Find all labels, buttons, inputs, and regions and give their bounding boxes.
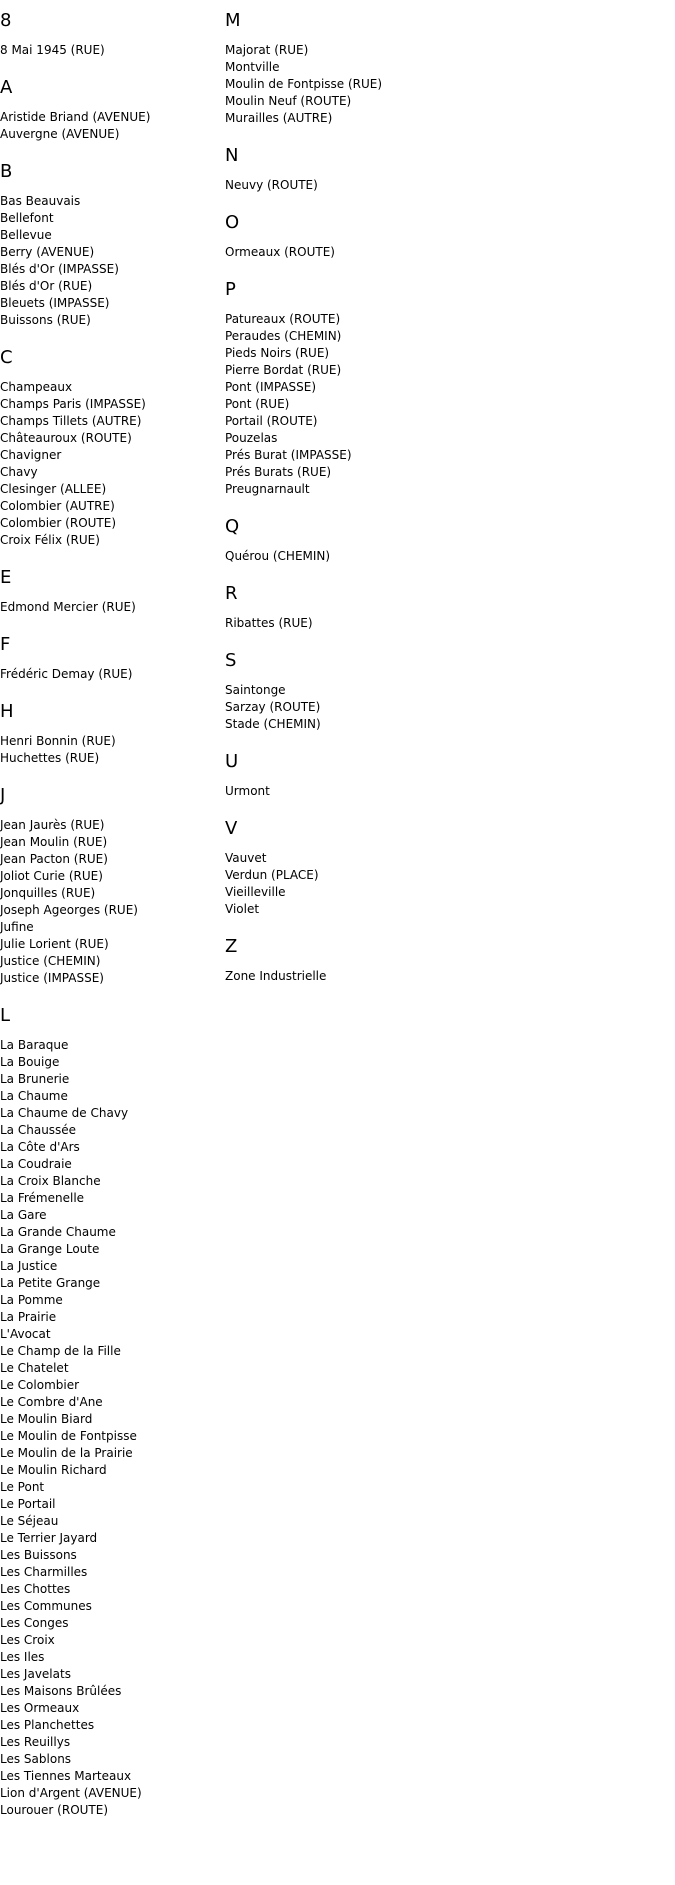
street-link[interactable]: Chavigner [0, 448, 62, 462]
street-link[interactable]: Majorat (RUE) [225, 43, 309, 57]
street-list [225, 177, 675, 194]
street-list [0, 817, 224, 987]
street-link[interactable]: Les Javelats [0, 1667, 71, 1681]
street-link[interactable]: La Prairie [0, 1310, 57, 1324]
letter-section [0, 77, 224, 143]
section-letter-heading: N [225, 145, 239, 166]
street-link[interactable]: Moulin Neuf (ROUTE) [225, 94, 352, 108]
street-link[interactable]: Preugnarnault [225, 482, 310, 496]
section-letter-heading: F [0, 634, 11, 655]
street-link[interactable]: Colombier (ROUTE) [0, 516, 117, 530]
street-link[interactable]: Ormeaux (ROUTE) [225, 245, 335, 259]
street-link[interactable]: La Chaume de Chavy [0, 1106, 129, 1120]
street-link[interactable]: Les Communes [0, 1599, 92, 1613]
letter-section [0, 1005, 224, 1819]
section-letter-heading: S [225, 650, 237, 671]
street-link[interactable]: Violet [225, 902, 260, 916]
section-letter-heading: H [0, 701, 14, 722]
street-link[interactable]: Le Chatelet [0, 1361, 69, 1375]
letter-section [0, 161, 224, 329]
street-link[interactable]: Bleuets (IMPASSE) [0, 296, 110, 310]
section-letter-heading: R [225, 583, 238, 604]
street-link[interactable]: La Bouige [0, 1055, 60, 1069]
street-link[interactable]: Les Iles [0, 1650, 45, 1664]
street-link[interactable]: La Gare [0, 1208, 47, 1222]
street-link[interactable]: Joliot Curie (RUE) [0, 869, 103, 883]
section-letter-heading: Q [225, 516, 240, 537]
street-list [225, 968, 675, 985]
street-list [0, 666, 224, 683]
section-letter-heading: Z [225, 936, 238, 957]
letter-section [0, 347, 224, 549]
section-letter-heading: O [225, 212, 240, 233]
street-link[interactable]: Champeaux [0, 380, 73, 394]
street-link[interactable]: La Grande Chaume [0, 1225, 116, 1239]
street-link[interactable]: Blés d'Or (RUE) [0, 279, 93, 293]
street-list [225, 682, 675, 733]
street-link[interactable]: Les Sablons [0, 1752, 72, 1766]
street-link[interactable]: Montville [225, 60, 280, 74]
street-list [0, 193, 224, 329]
street-link[interactable]: Pouzelas [225, 431, 278, 445]
street-link[interactable]: Pont (RUE) [225, 397, 290, 411]
street-index-right-column [225, 0, 675, 1003]
letter-section [0, 10, 224, 59]
street-list [225, 850, 675, 918]
street-link[interactable]: Auvergne (AVENUE) [0, 127, 120, 141]
street-list [0, 42, 224, 59]
street-link[interactable]: Le Séjeau [0, 1514, 59, 1528]
street-link[interactable]: Les Tiennes Marteaux [0, 1769, 132, 1783]
section-letter-heading: 8 [0, 10, 12, 31]
street-link[interactable]: Le Moulin Biard [0, 1412, 93, 1426]
street-link[interactable]: Le Champ de la Fille [0, 1344, 121, 1358]
street-link[interactable]: Jonquilles (RUE) [0, 886, 96, 900]
street-link[interactable]: Buissons (RUE) [0, 313, 91, 327]
street-link[interactable]: Stade (CHEMIN) [225, 717, 321, 731]
street-link[interactable]: Neuvy (ROUTE) [225, 178, 318, 192]
street-link[interactable]: Les Buissons [0, 1548, 77, 1562]
street-link[interactable]: Bellefont [0, 211, 54, 225]
letter-section [225, 936, 675, 985]
section-letter-heading: P [225, 279, 236, 300]
letter-section [225, 818, 675, 918]
letter-section [225, 10, 675, 127]
street-link[interactable]: La Brunerie [0, 1072, 70, 1086]
street-list [0, 1037, 224, 1819]
street-index-left-column [0, 0, 224, 1837]
street-list [225, 615, 675, 632]
street-link[interactable]: Jean Pacton (RUE) [0, 852, 108, 866]
street-link[interactable]: Champs Paris (IMPASSE) [0, 397, 146, 411]
street-link[interactable]: Clesinger (ALLEE) [0, 482, 107, 496]
street-link[interactable]: La Croix Blanche [0, 1174, 101, 1188]
letter-section [225, 279, 675, 498]
street-link[interactable]: Justice (CHEMIN) [0, 954, 101, 968]
street-link[interactable]: La Chaussée [0, 1123, 77, 1137]
street-list [225, 783, 675, 800]
street-link[interactable]: Blés d'Or (IMPASSE) [0, 262, 119, 276]
street-link[interactable]: Les Planchettes [0, 1718, 95, 1732]
street-link[interactable]: Le Portail [0, 1497, 56, 1511]
street-list [225, 311, 675, 498]
letter-section [0, 785, 224, 987]
street-link[interactable]: Les Ormeaux [0, 1701, 80, 1715]
street-link[interactable]: Le Colombier [0, 1378, 80, 1392]
street-link[interactable]: La Grange Loute [0, 1242, 100, 1256]
letter-section [0, 701, 224, 767]
section-letter-heading: L [0, 1005, 11, 1026]
street-link[interactable]: Vauvet [225, 851, 267, 865]
letter-section [225, 145, 675, 194]
street-link[interactable]: Le Terrier Jayard [0, 1531, 98, 1545]
street-list [225, 42, 675, 127]
street-link[interactable]: Moulin de Fontpisse (RUE) [225, 77, 383, 91]
street-link[interactable]: Le Moulin Richard [0, 1463, 107, 1477]
street-link[interactable]: Zone Industrielle [225, 969, 327, 983]
street-link[interactable]: Les Conges [0, 1616, 69, 1630]
street-link[interactable]: La Frémenelle [0, 1191, 85, 1205]
letter-section [225, 212, 675, 261]
street-link[interactable]: Les Charmilles [0, 1565, 88, 1579]
street-link[interactable]: La Chaume [0, 1089, 68, 1103]
street-link[interactable]: Verdun (PLACE) [225, 868, 319, 882]
street-list [0, 109, 224, 143]
street-list [225, 548, 675, 565]
street-link[interactable]: Portail (ROUTE) [225, 414, 318, 428]
street-link[interactable]: Joseph Ageorges (RUE) [0, 903, 138, 917]
section-letter-heading: U [225, 751, 239, 772]
street-link[interactable]: Jean Jaurès (RUE) [0, 818, 105, 832]
street-link[interactable]: La Baraque [0, 1038, 69, 1052]
street-link[interactable]: Frédéric Demay (RUE) [0, 667, 133, 681]
street-link[interactable]: Chavy [0, 465, 38, 479]
street-list [0, 599, 224, 616]
street-link[interactable]: Pont (IMPASSE) [225, 380, 317, 394]
street-link[interactable]: Henri Bonnin (RUE) [0, 734, 116, 748]
street-link[interactable]: La Petite Grange [0, 1276, 101, 1290]
street-link[interactable]: Lion d'Argent (AVENUE) [0, 1786, 142, 1800]
street-link[interactable]: Sarzay (ROUTE) [225, 700, 321, 714]
street-link[interactable]: Julie Lorient (RUE) [0, 937, 109, 951]
street-link[interactable]: Edmond Mercier (RUE) [0, 600, 136, 614]
letter-section [0, 567, 224, 616]
street-link[interactable]: Berry (AVENUE) [0, 245, 95, 259]
street-link[interactable]: Jufine [0, 920, 34, 934]
street-link[interactable]: Le Moulin de Fontpisse [0, 1429, 137, 1443]
street-link[interactable]: Justice (IMPASSE) [0, 971, 104, 985]
street-link[interactable]: Croix Félix (RUE) [0, 533, 100, 547]
street-link[interactable]: Les Maisons Brûlées [0, 1684, 122, 1698]
street-link[interactable]: Prés Burats (RUE) [225, 465, 332, 479]
street-link[interactable]: Les Reuillys [0, 1735, 71, 1749]
street-link[interactable]: Patureaux (ROUTE) [225, 312, 341, 326]
street-list [0, 379, 224, 549]
street-link[interactable]: Le Combre d'Ane [0, 1395, 103, 1409]
street-link[interactable]: Peraudes (CHEMIN) [225, 329, 342, 343]
street-link[interactable]: Pierre Bordat (RUE) [225, 363, 342, 377]
section-letter-heading: B [0, 161, 13, 182]
street-link[interactable]: La Pomme [0, 1293, 63, 1307]
street-link[interactable]: La Côte d'Ars [0, 1140, 80, 1154]
street-link[interactable]: Huchettes (RUE) [0, 751, 100, 765]
street-link[interactable]: Les Croix [0, 1633, 55, 1647]
street-link[interactable]: La Justice [0, 1259, 58, 1273]
section-letter-heading: M [225, 10, 241, 31]
street-link[interactable]: Le Pont [0, 1480, 45, 1494]
street-link[interactable]: Les Chottes [0, 1582, 71, 1596]
street-link[interactable]: Lourouer (ROUTE) [0, 1803, 109, 1817]
street-link[interactable]: Bellevue [0, 228, 52, 242]
street-link[interactable]: Urmont [225, 784, 270, 798]
street-link[interactable]: Aristide Briand (AVENUE) [0, 110, 151, 124]
letter-section [0, 634, 224, 683]
street-link[interactable]: 8 Mai 1945 (RUE) [0, 43, 105, 57]
street-link[interactable]: Pieds Noirs (RUE) [225, 346, 330, 360]
street-link[interactable]: Saintonge [225, 683, 286, 697]
street-link[interactable]: Champs Tillets (AUTRE) [0, 414, 142, 428]
letter-section [225, 751, 675, 800]
letter-section [225, 650, 675, 733]
section-letter-heading: A [0, 77, 13, 98]
street-link[interactable]: Jean Moulin (RUE) [0, 835, 108, 849]
section-letter-heading: E [0, 567, 12, 588]
street-link[interactable]: La Coudraie [0, 1157, 72, 1171]
street-link[interactable]: L'Avocat [0, 1327, 51, 1341]
section-letter-heading: V [225, 818, 238, 839]
section-letter-heading: J [0, 785, 6, 806]
street-link[interactable]: Châteauroux (ROUTE) [0, 431, 132, 445]
street-link[interactable]: Colombier (AUTRE) [0, 499, 115, 513]
street-link[interactable]: Murailles (AUTRE) [225, 111, 333, 125]
street-link[interactable]: Vieilleville [225, 885, 286, 899]
street-link[interactable]: Bas Beauvais [0, 194, 81, 208]
street-list [0, 733, 224, 767]
letter-section [225, 583, 675, 632]
street-link[interactable]: Le Moulin de la Prairie [0, 1446, 133, 1460]
street-link[interactable]: Ribattes (RUE) [225, 616, 313, 630]
section-letter-heading: C [0, 347, 13, 368]
street-list [225, 244, 675, 261]
street-link[interactable]: Quérou (CHEMIN) [225, 549, 331, 563]
letter-section [225, 516, 675, 565]
street-link[interactable]: Prés Burat (IMPASSE) [225, 448, 352, 462]
